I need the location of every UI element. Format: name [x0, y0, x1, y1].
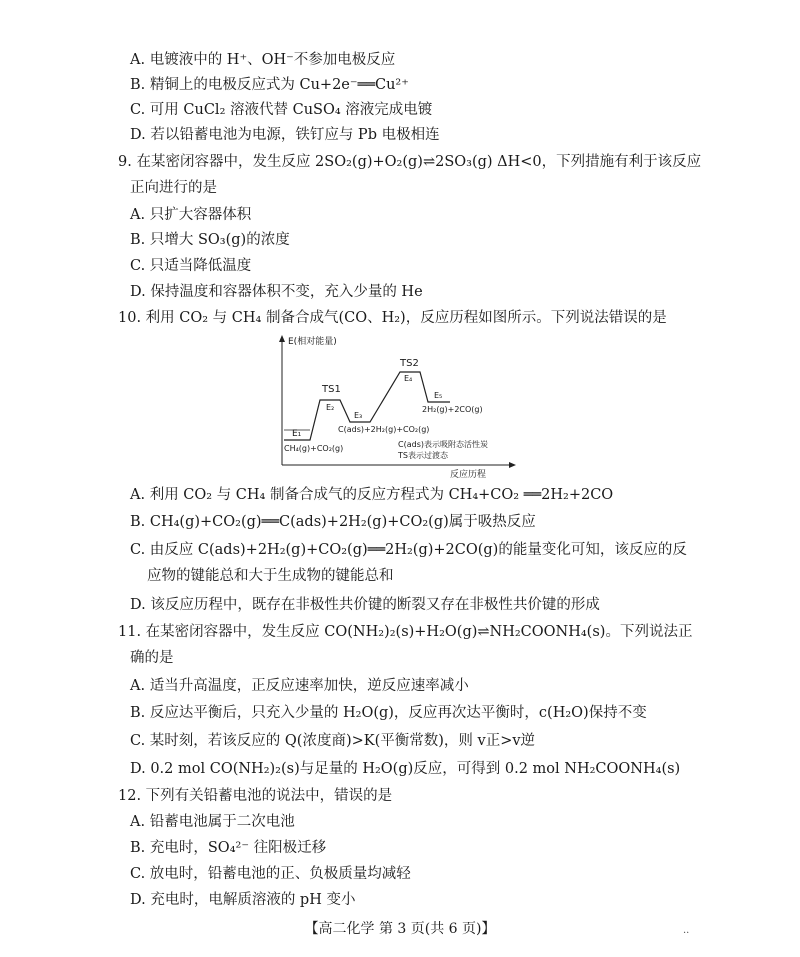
q9-stem-line2: 正向进行的是 — [130, 180, 217, 196]
e1-label: E₁ — [292, 429, 302, 439]
start-species-label: CH₄(g)+CO₂(g) — [284, 444, 344, 453]
q11-stem-line1: 11. 在某密闭容器中，发生反应 CO(NH₂)₂(s)+H₂O(g)⇌NH₂COONH₄(s)。下列说法正 — [118, 624, 693, 640]
q8-option-c: C. 可用 CuCl₂ 溶液代替 CuSO₄ 溶液完成电镀 — [130, 102, 433, 118]
q11-stem-line2: 确的是 — [130, 650, 174, 666]
q12-stem: 12. 下列有关铅蓄电池的说法中，错误的是 — [118, 788, 393, 804]
q10-option-c: C. 由反应 C(ads)+2H₂(g)+CO₂(g)══2H₂(g)+2CO(g)的能量变化可知，该反应的反 — [130, 542, 687, 558]
q10-option-a: A. 利用 CO₂ 与 CH₄ 制备合成气的反应方程式为 CH₄+CO₂ ══2H₂+2CO — [130, 487, 614, 503]
q12-option-c: C. 放电时，铅蓄电池的正、负极质量均减轻 — [130, 866, 411, 882]
q11-option-d: D. 0.2 mol CO(NH₂)₂(s)与足量的 H₂O(g)反应，可得到 0.2 mol NH₂COONH₄(s) — [130, 761, 681, 777]
q10-option-d: D. 该反应历程中，既存在非极性共价键的断裂又存在非极性共价键的形成 — [130, 597, 600, 613]
x-axis-arrow — [509, 462, 516, 468]
q12-option-a: A. 铅蓄电池属于二次电池 — [130, 814, 295, 830]
page-footer: 【高二化学 第 3 页(共 6 页)】 — [304, 921, 496, 937]
q10-option-c-cont: 应物的键能总和大于生成物的键能总和 — [147, 568, 394, 584]
note-ts: TS表示过渡态 — [398, 451, 448, 460]
q8-option-b: B. 精铜上的电极反应式为 Cu+2e⁻══Cu²⁺ — [130, 77, 409, 93]
q8-option-d: D. 若以铅蓄电池为电源，铁钉应与 Pb 电极相连 — [130, 127, 440, 143]
q10-option-b: B. CH₄(g)+CO₂(g)══C(ads)+2H₂(g)+CO₂(g)属于吸热反应 — [130, 514, 536, 530]
q11-option-a: A. 适当升高温度，正反应速率加快，逆反应速率减小 — [130, 678, 469, 694]
e2-label: E₂ — [326, 403, 335, 412]
q12-option-b: B. 充电时，SO₄²⁻ 往阳极迁移 — [130, 840, 327, 856]
e5-label: E₅ — [434, 391, 443, 400]
q11-option-b: B. 反应达平衡后，只充入少量的 H₂O(g)，反应再次达平衡时，c(H₂O)保持不变 — [130, 705, 647, 721]
e4-label: E₄ — [404, 374, 413, 383]
end-species-label: 2H₂(g)+2CO(g) — [422, 405, 483, 414]
q9-stem-line1: 9. 在某密闭容器中，发生反应 2SO₂(g)+O₂(g)⇌2SO₃(g) ΔH<0，下列措施有利于该反应 — [118, 154, 702, 170]
note-ads: C(ads)表示吸附态活性炭 — [398, 440, 488, 449]
q9-option-c: C. 只适当降低温度 — [130, 258, 252, 274]
x-axis-label: 反应历程 — [450, 470, 487, 480]
q10-stem: 10. 利用 CO₂ 与 CH₄ 制备合成气(CO、H₂)，反应历程如图所示。下列说法错误的是 — [118, 310, 667, 326]
ts1-label: TS1 — [322, 384, 341, 395]
q8-option-a: A. 电镀液中的 H⁺、OH⁻不参加电极反应 — [130, 52, 396, 68]
ts2-label: TS2 — [400, 358, 419, 369]
y-axis-arrow — [279, 335, 285, 342]
q9-option-d: D. 保持温度和容器体积不变，充入少量的 He — [130, 284, 423, 300]
corner-mark: ·· — [683, 928, 690, 939]
y-axis-label: E(相对能量) — [288, 337, 337, 347]
e3-label: E₃ — [354, 411, 363, 420]
energy-profile-diagram — [270, 330, 520, 480]
q9-option-b: B. 只增大 SO₃(g)的浓度 — [130, 232, 290, 248]
q12-option-d: D. 充电时，电解质溶液的 pH 变小 — [130, 892, 356, 908]
mid-species-label: C(ads)+2H₂(g)+CO₂(g) — [338, 425, 430, 434]
q11-option-c: C. 某时刻，若该反应的 Q(浓度商)>K(平衡常数)，则 v正>v逆 — [130, 733, 536, 749]
q9-option-a: A. 只扩大容器体积 — [130, 207, 252, 223]
energy-profile-svg — [270, 330, 520, 480]
